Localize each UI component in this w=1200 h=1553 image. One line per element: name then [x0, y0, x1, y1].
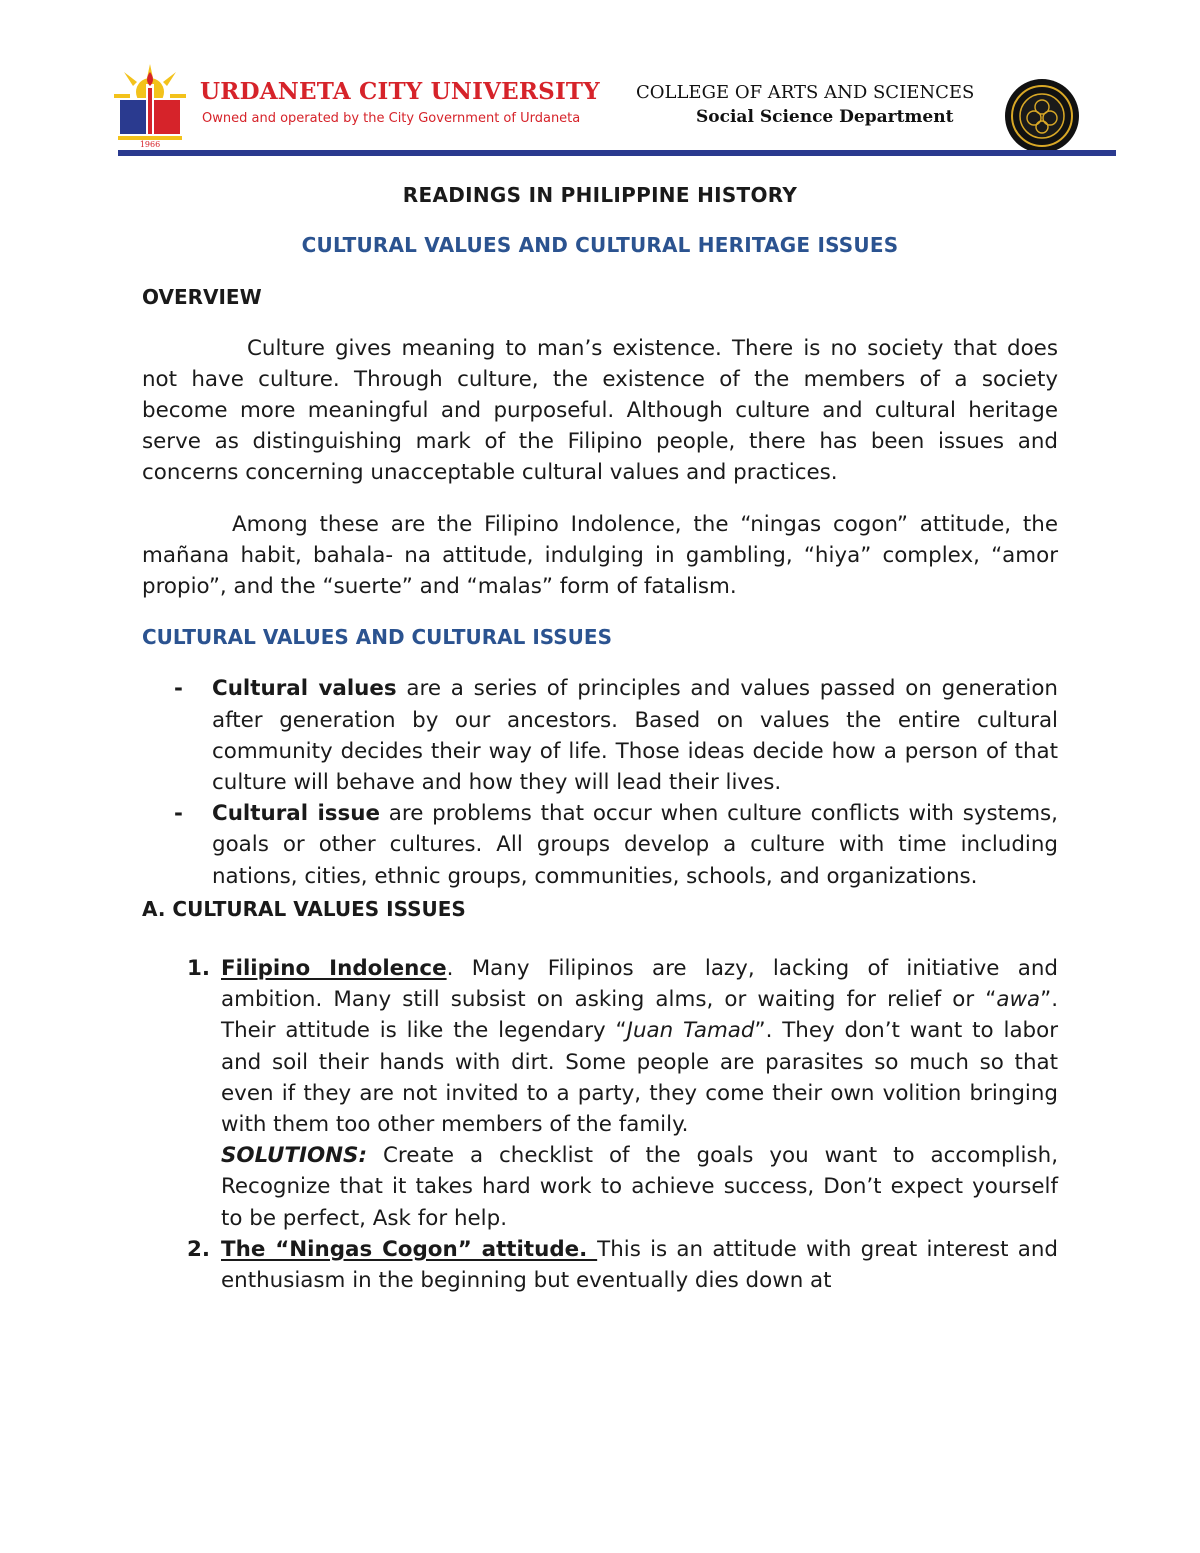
- definition-term: Cultural issue: [212, 801, 380, 827]
- college-seal-icon: [1004, 78, 1080, 154]
- item-text: . Many Filipinos are lazy, lacking of initiative and ambition. Many still subsist on asking alms, or waiting for relief or “: [221, 956, 1059, 1013]
- university-name: URDANETA CITY UNIVERSITY: [200, 78, 600, 105]
- university-logo-icon: [112, 62, 188, 148]
- section-a-heading: A. CULTURAL VALUES ISSUES: [142, 896, 466, 921]
- issue-item: [142, 1234, 1058, 1296]
- issue-item: [142, 953, 1058, 1234]
- item-term-awa: awa: [996, 987, 1041, 1013]
- item-number: 1.: [187, 956, 211, 982]
- item-number: 2.: [187, 1236, 211, 1262]
- definitions-list: [142, 673, 1058, 891]
- college-name: COLLEGE OF ARTS AND SCIENCES: [636, 82, 975, 103]
- university-tagline: Owned and operated by the City Government of Urdaneta: [202, 111, 581, 126]
- item-title: Filipino Indolence: [221, 956, 447, 982]
- overview-paragraph-2: Among these are the Filipino Indolence, the “ningas cogon” attitude, the mañana habit, bahala- na attitude, indulging in gambling, “hiya” complex, “amor propio”, and the “suerte” and “malas” form of fatalism.: [142, 511, 1058, 600]
- definition-item: [142, 798, 1058, 892]
- item-text: This is an attitude with great interest and enthusiasm in the beginning but eventually dies down at: [221, 1236, 1058, 1294]
- department-name: Social Science Department: [696, 107, 954, 127]
- solutions-text: Create a checklist of the goals you want to accomplish, Recognize that it takes hard work to achieve success, Don’t expect yourself to be perfect, Ask for help.: [221, 1143, 1058, 1231]
- header-divider: [118, 150, 1116, 156]
- item-title: The “Ningas Cogon” attitude.: [221, 1236, 598, 1262]
- issues-list: [142, 953, 1058, 1296]
- document-body: [142, 170, 1058, 1296]
- overview-heading: OVERVIEW: [142, 285, 262, 310]
- item-term-juan-tamad: Juan Tamad: [626, 1018, 755, 1044]
- section-heading: CULTURAL VALUES AND CULTURAL ISSUES: [142, 625, 612, 650]
- definition-text: are a series of principles and values passed on generation after generation by our ancestors. Based on values the entire cultural community decides their way of life. Those ideas decide how a person of that culture will behave and how they will lead their lives.: [212, 676, 1058, 796]
- logo-year: 1966: [139, 140, 161, 148]
- definition-item: [142, 673, 1058, 798]
- document-title: READINGS IN PHILIPPINE HISTORY: [402, 183, 798, 207]
- definition-term: Cultural values: [212, 676, 397, 702]
- document-subtitle: CULTURAL VALUES AND CULTURAL HERITAGE ISSUES: [301, 233, 899, 258]
- item-text: ”. Their attitude is like the legendary “: [221, 987, 1058, 1044]
- definition-text: are problems that occur when culture conflicts with systems, goals or other cultures. All groups develop a culture with time including nations, cities, ethnic groups, communities, schools, and organizations.: [212, 801, 1058, 889]
- item-text: ”. They don’t want to labor and soil their hands with dirt. Some people are parasites so much so that even if they are not invited to a party, they come their own volition bringing with them too other members of the family.: [221, 1018, 1059, 1138]
- overview-paragraph-1: Culture gives meaning to man’s existence. There is no society that does not have culture. Through culture, the existence of the members of a society become more meaningful and purposeful. Although culture and cultural heritage serve as distinguishing mark of the Filipino people, there has been issues and concerns concerning unacceptable cultural values and practices.: [142, 335, 1058, 486]
- document-header: [0, 0, 1200, 170]
- solutions-label: SOLUTIONS:: [221, 1143, 368, 1169]
